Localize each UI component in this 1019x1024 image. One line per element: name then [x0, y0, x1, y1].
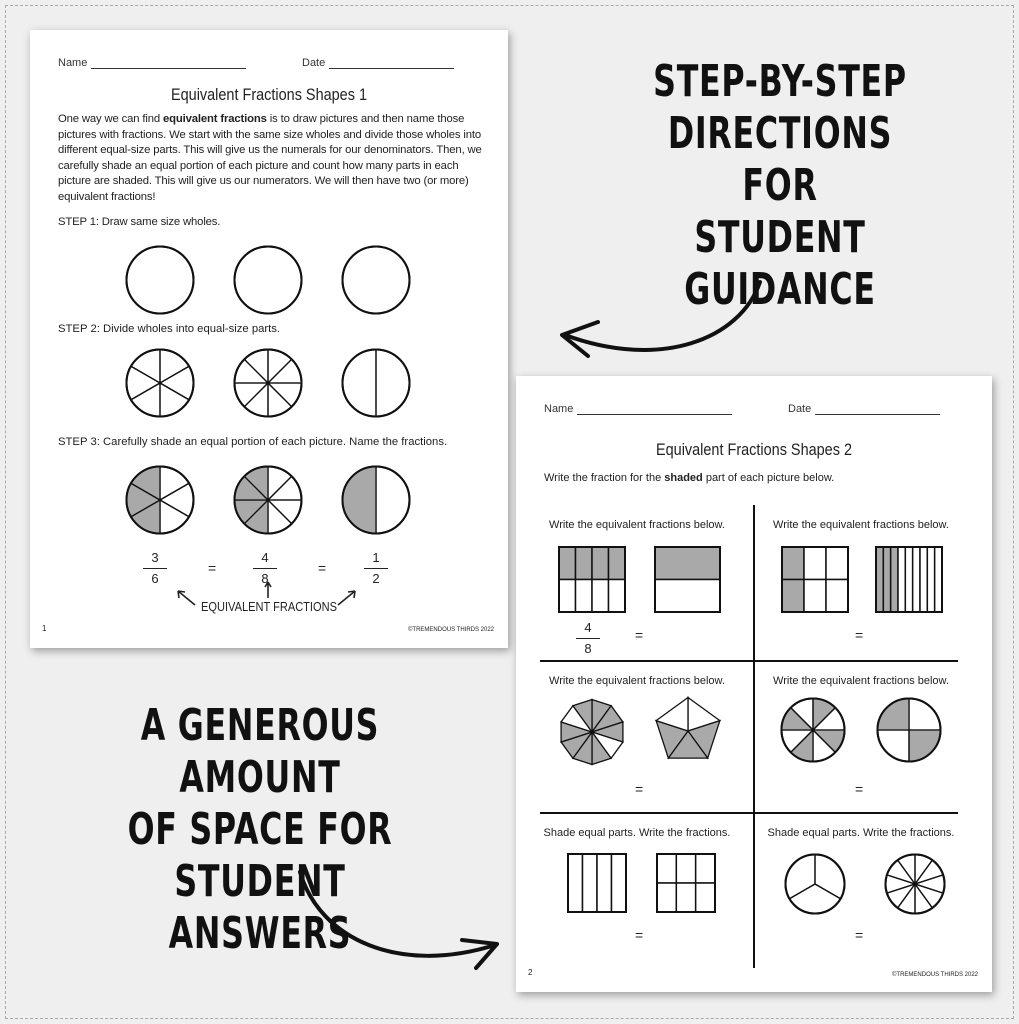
step1-label: STEP 1: Draw same size wholes. [58, 216, 221, 228]
grid-cell [883, 547, 890, 612]
date-label: Date [788, 403, 812, 415]
denominator: 8 [584, 641, 592, 656]
numerator: 1 [372, 550, 380, 565]
date-field [788, 403, 940, 415]
step2-label: STEP 2: Divide wholes into equal-size parts. [58, 323, 281, 335]
grid-cell [920, 547, 927, 612]
grid-cell [804, 547, 826, 580]
step3-label: STEP 3: Carefully shade an equal portion of each picture. Name the fractions. [58, 436, 448, 448]
pointer-arrows [30, 30, 508, 648]
rectangle-halves [655, 547, 720, 612]
intro-text: One way we can find [58, 113, 164, 125]
arrow-icon [265, 582, 271, 598]
equals-sign: = [318, 560, 327, 576]
numerator: 4 [261, 550, 269, 565]
name-label: Name [544, 403, 574, 415]
equals-sign: = [635, 781, 644, 797]
headline-line: GUIDANCE [684, 264, 876, 315]
grid-cell [592, 580, 609, 613]
grid-cell [609, 580, 626, 613]
numerator: 3 [151, 550, 159, 565]
page-title: Equivalent Fractions Shapes 2 [655, 440, 853, 459]
grid-cell [696, 883, 715, 912]
grid-cell [891, 547, 898, 612]
cell-label: Write the equivalent fractions below. [773, 675, 949, 687]
grid-cell [592, 547, 609, 580]
instruction-text: part of each picture below. [702, 472, 835, 484]
circle-thirds-blank[interactable] [784, 853, 846, 915]
grid-cell [655, 547, 720, 580]
rectangle-sixths-blank[interactable] [657, 854, 715, 912]
instruction-bold: shaded [664, 472, 703, 484]
equals-sign: = [635, 927, 644, 943]
cell-label: Shade equal parts. Write the fractions. [767, 827, 955, 839]
vertical-divider [753, 505, 755, 968]
name-label: Name [58, 57, 88, 69]
worksheet-page-1 [30, 30, 508, 648]
grid-cell [676, 883, 695, 912]
equivalent-fractions-label: EQUIVALENT FRACTIONS [201, 599, 337, 614]
grid-cell [597, 854, 612, 912]
headline-line: STEP-BY-STEP [653, 56, 907, 107]
date-blank [815, 405, 940, 415]
headline-line: STUDENT ANSWERS [168, 856, 352, 959]
curved-arrow-icon [300, 872, 495, 956]
grid-cell [804, 580, 826, 613]
curved-arrow-icon [565, 282, 760, 350]
circle-tenths-blank[interactable] [884, 853, 946, 915]
cell-label: Write the equivalent fractions below. [549, 519, 725, 531]
grid-cell [657, 854, 676, 883]
worksheet-page-2 [516, 376, 992, 992]
grid-cell [568, 854, 583, 912]
grid-cell [782, 547, 804, 580]
equals-sign: = [208, 560, 217, 576]
instructions [544, 471, 834, 487]
grid-cell [898, 547, 905, 612]
grid-cell [676, 854, 695, 883]
grid-cell [576, 580, 593, 613]
name-field [544, 403, 732, 415]
grid-cell [826, 580, 848, 613]
denominator: 8 [261, 571, 269, 586]
page-title: Equivalent Fractions Shapes 1 [170, 85, 368, 104]
copyright: ©TREMENDOUS THIRDS 2022 [408, 627, 494, 633]
grid-cell [905, 547, 912, 612]
grid-cell [583, 854, 598, 912]
name-blank [577, 405, 732, 415]
pentagon-fifths [653, 696, 723, 766]
horizontal-divider [540, 660, 958, 662]
grid-cell [696, 854, 715, 883]
cell-label: Write the equivalent fractions below. [773, 519, 949, 531]
cell-label: Write the equivalent fractions below. [549, 675, 725, 687]
grid-cell [913, 547, 920, 612]
denominator: 2 [372, 571, 380, 586]
page-number: 1 [42, 624, 47, 633]
intro-text: is to draw pictures and then name those pictures with fractions. We start with the same size wholes and divide those wholes into different equal-size parts. This will give us the numerals for our denominators. Then, we carefully shade an equal portion of each picture and count how many parts in each picture are shaded. This will give us our numerators. We will then have two (or more) equivalent fractions! [58, 113, 482, 203]
grid-cell [612, 854, 627, 912]
page-number: 2 [528, 968, 533, 977]
grid-cell [559, 580, 576, 613]
headline-line: DIRECTIONS FOR [667, 108, 893, 211]
grid-cell [782, 580, 804, 613]
instruction-text: Write the fraction for the [544, 472, 665, 484]
headline-line: A GENEROUS AMOUNT [140, 700, 380, 803]
date-label: Date [302, 57, 326, 69]
grid-cell [935, 547, 942, 612]
copyright: ©TREMENDOUS THIRDS 2022 [892, 972, 978, 978]
denominator: 6 [151, 571, 159, 586]
equals-sign: = [855, 927, 864, 943]
grid-cell [657, 883, 676, 912]
equals-sign: = [635, 627, 644, 643]
grid-cell [559, 547, 576, 580]
cell-label: Shade equal parts. Write the fractions. [543, 827, 731, 839]
grid-cell [876, 547, 883, 612]
headline-line: STUDENT [694, 212, 866, 263]
grid-cell [826, 547, 848, 580]
intro-bold: equivalent fractions [163, 113, 267, 125]
equals-sign: = [855, 627, 864, 643]
rectangle-fourths-blank[interactable] [568, 854, 626, 912]
example-fraction [576, 620, 600, 657]
rectangle-sixths [782, 547, 848, 612]
rectangle-ninths [876, 547, 942, 612]
circle-eighths-shaded [780, 697, 846, 763]
grid-cell [655, 580, 720, 613]
circle-fourths-shaded [876, 697, 942, 763]
grid-cell [609, 547, 626, 580]
equals-sign: = [855, 781, 864, 797]
decagon-tenths [558, 698, 626, 766]
horizontal-divider [540, 812, 958, 814]
grid-cell [576, 547, 593, 580]
grid-cell [927, 547, 934, 612]
numerator: 4 [584, 620, 592, 635]
headline-line: OF SPACE FOR [127, 804, 393, 855]
rectangle-eighths [559, 547, 625, 612]
